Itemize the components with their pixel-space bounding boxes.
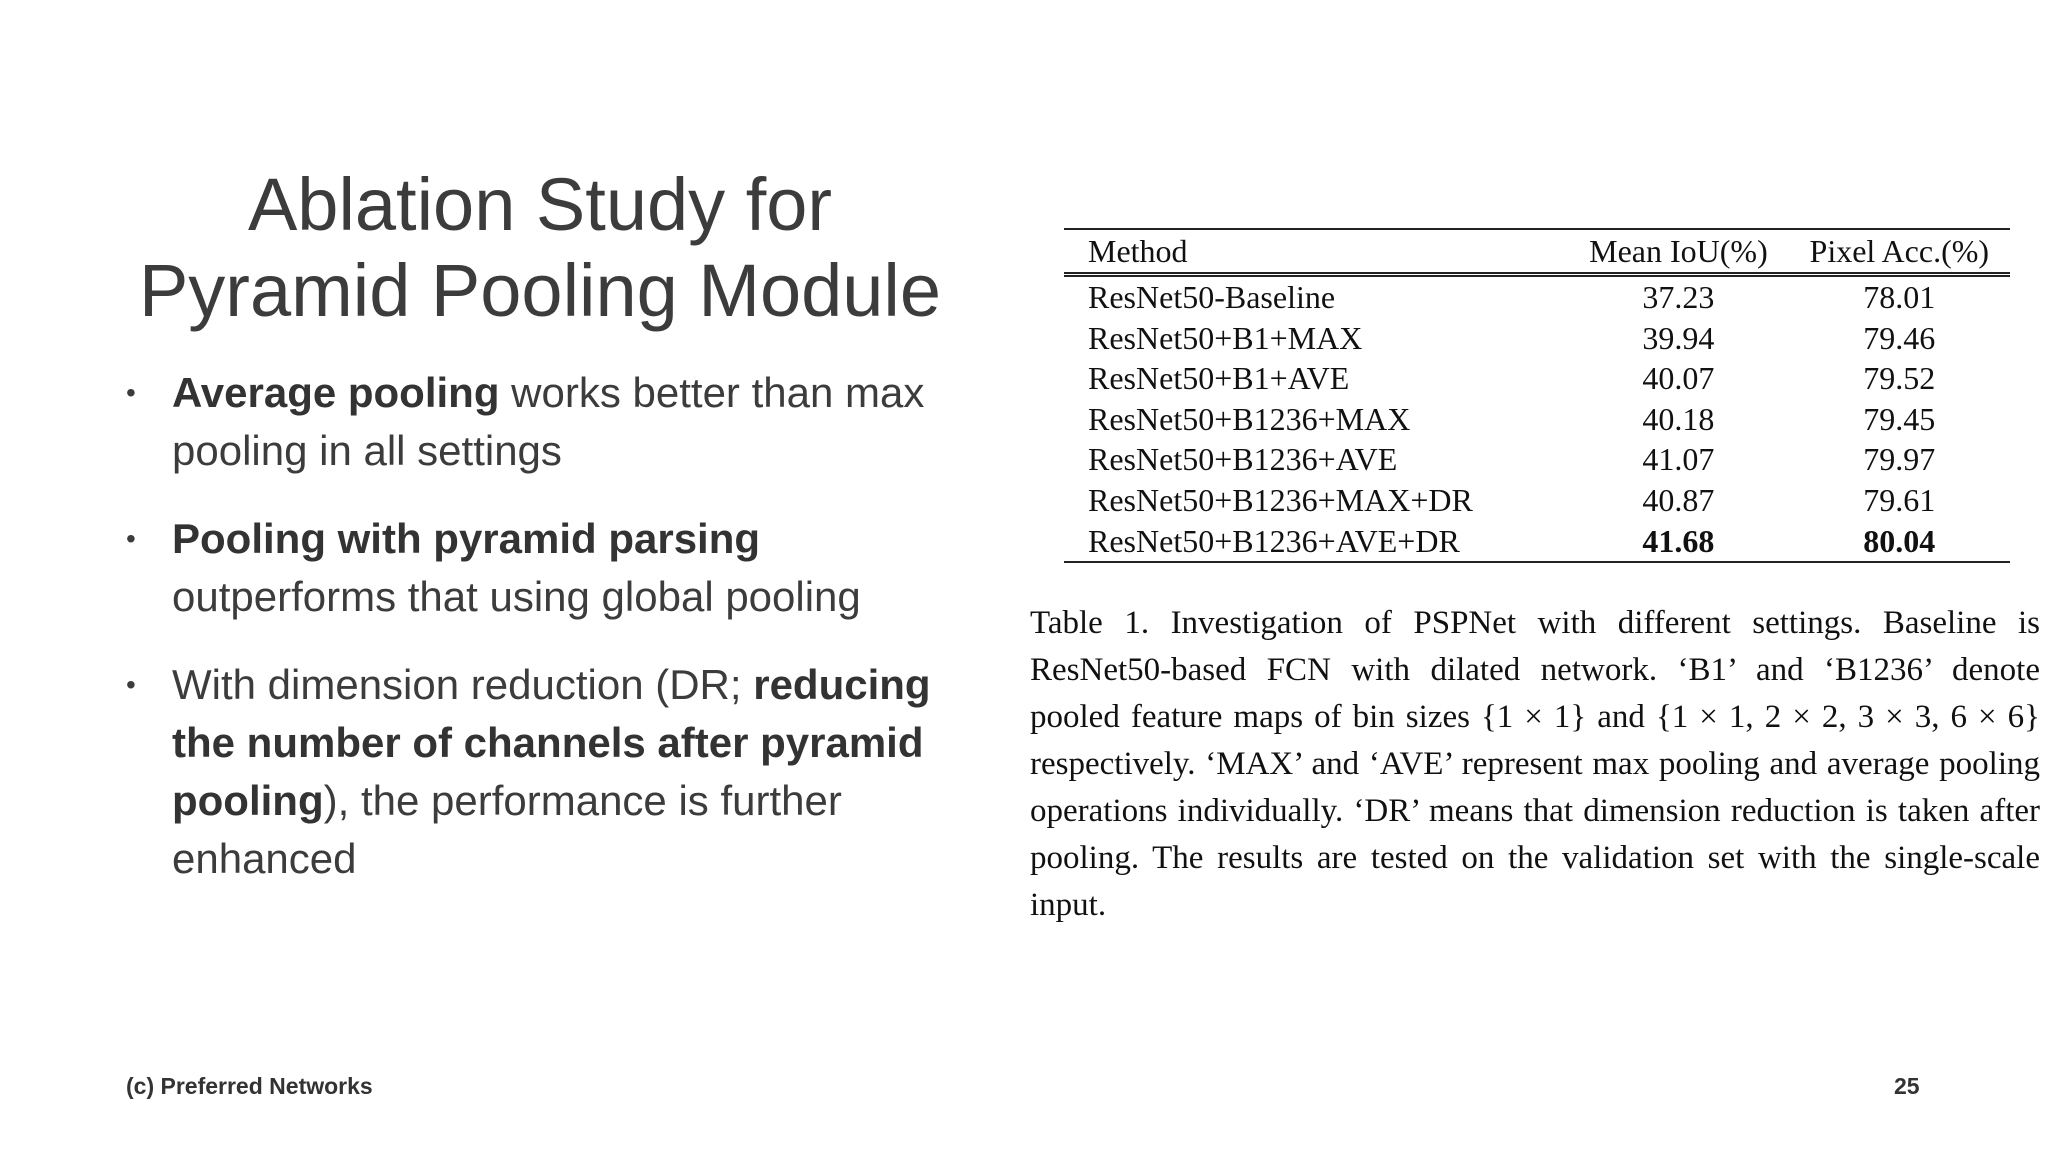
cell-pixel-acc: 79.52 [1863, 360, 1936, 397]
results-table [1064, 228, 2010, 563]
bullet-list [120, 364, 990, 918]
cell-method: ResNet50+B1236+AVE+DR [1088, 522, 1460, 559]
bullet-dot-icon: • [126, 669, 136, 700]
bullet-item-dimension-reduction [120, 656, 990, 888]
cell-mean-iou: 37.23 [1642, 279, 1715, 315]
cell-pixel-acc: 79.97 [1863, 441, 1936, 478]
cell-mean-iou: 39.94 [1642, 319, 1715, 356]
cell-method: ResNet50+B1236+MAX [1088, 400, 1411, 437]
title-line-1: Ablation Study for [247, 162, 833, 246]
table-row [1064, 480, 2010, 521]
bullet-dot-icon: • [126, 523, 136, 554]
cell-mean-iou: 40.87 [1642, 481, 1715, 518]
cell-mean-iou: 40.18 [1642, 400, 1715, 437]
table-row [1064, 318, 2010, 359]
cell-mean-iou: 41.68 [1642, 522, 1715, 559]
table-row [1064, 399, 2010, 440]
bullet-item-average-pooling [120, 364, 990, 480]
table-caption: Table 1. Investigation of PSPNet with different settings. Baseline is ResNet50-based FCN with dilated network. ‘B1’ and ‘B1236’ denote pooled feature maps of bin sizes {1 × 1} and {1 × 1, 2 × 2, 3 × 3, 6 × 6} respectively. ‘MAX’ and ‘AVE’ represent max pooling and average pooling operations individually. ‘DR’ means that dimension reduction is taken after pooling. The results are tested on the validation set with the single-scale input. [1030, 605, 2040, 923]
header-mean-iou: Mean IoU(%) [1589, 233, 1768, 269]
bullet-emphasis: reducing the number of channels after pyramid pooling [172, 661, 931, 824]
cell-method: ResNet50+B1+MAX [1088, 319, 1363, 356]
table-row [1064, 275, 2010, 318]
bullet-item-pyramid-parsing [120, 510, 990, 626]
table-row-best [1064, 521, 2010, 563]
cell-method: ResNet50-Baseline [1088, 279, 1336, 315]
cell-method: ResNet50+B1+AVE [1088, 360, 1350, 397]
results-table-figure [1064, 228, 2010, 563]
bullet-text: works better than max pooling in all settings [172, 369, 925, 474]
cell-pixel-acc: 79.46 [1863, 319, 1936, 356]
cell-pixel-acc: 80.04 [1863, 522, 1936, 559]
bullet-text: outperforms that using global pooling [172, 573, 861, 620]
header-pixel-acc: Pixel Acc.(%) [1809, 233, 1990, 269]
cell-method: ResNet50+B1236+MAX+DR [1088, 481, 1473, 518]
cell-mean-iou: 41.07 [1642, 441, 1715, 478]
bullet-dot-icon: • [126, 377, 136, 408]
cell-pixel-acc: 79.61 [1863, 481, 1936, 518]
footer-copyright: (c) Preferred Networks [126, 1073, 373, 1099]
cell-pixel-acc: 78.01 [1863, 279, 1936, 315]
bullet-text-pre: With dimension reduction (DR; [172, 661, 754, 708]
slide-title [100, 162, 980, 334]
title-line-2: Pyramid Pooling Module [138, 248, 942, 332]
table-row [1064, 439, 2010, 480]
page-number: 25 [1894, 1073, 1920, 1099]
table-header-row [1064, 229, 2010, 275]
cell-mean-iou: 40.07 [1642, 360, 1715, 397]
bullet-emphasis: Average pooling [172, 369, 500, 416]
table-row [1064, 358, 2010, 399]
bullet-emphasis: Pooling with pyramid parsing [172, 515, 761, 562]
bullet-text: ), the performance is further enhanced [172, 777, 842, 882]
cell-pixel-acc: 79.45 [1863, 400, 1936, 437]
header-method: Method [1088, 233, 1188, 269]
cell-method: ResNet50+B1236+AVE [1088, 441, 1398, 478]
